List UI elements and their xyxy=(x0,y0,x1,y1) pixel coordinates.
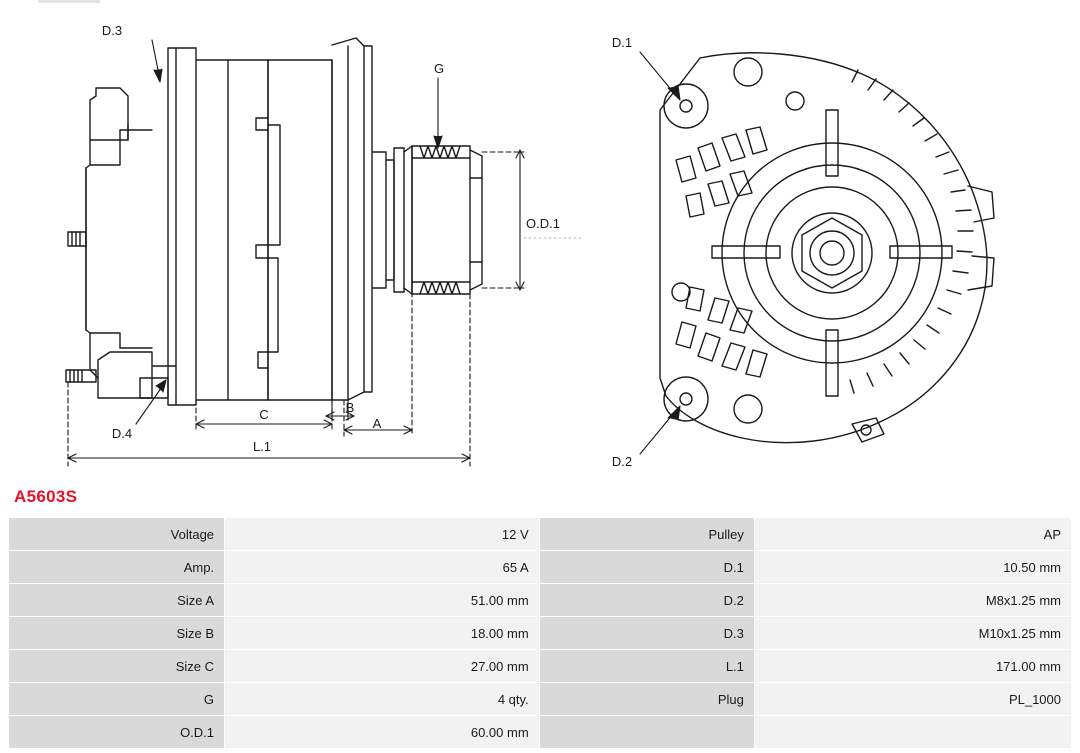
callout-d4: D.4 xyxy=(111,426,133,441)
spec-value-amp: 65 A xyxy=(225,551,540,584)
callout-d1: D.1 xyxy=(611,35,633,50)
callout-od1: O.D.1 xyxy=(526,216,560,231)
table-row xyxy=(9,617,1072,650)
spec-label-d3: D.3 xyxy=(539,617,754,650)
table-row xyxy=(9,650,1072,683)
spec-value-plug: PL_1000 xyxy=(754,683,1071,716)
spec-value-size-b: 18.00 mm xyxy=(225,617,540,650)
spec-value-od1: 60.00 mm xyxy=(225,716,540,749)
spec-label-voltage: Voltage xyxy=(9,518,225,551)
spec-label-size-b: Size B xyxy=(9,617,225,650)
spec-value-pulley: AP xyxy=(754,518,1071,551)
spec-label-empty xyxy=(539,716,754,749)
spec-label-plug: Plug xyxy=(539,683,754,716)
spec-label-g: G xyxy=(9,683,225,716)
callout-g: G xyxy=(433,61,445,76)
callout-d2: D.2 xyxy=(611,454,633,469)
spec-label-d2: D.2 xyxy=(539,584,754,617)
part-number: A5603S xyxy=(14,487,78,506)
table-row xyxy=(9,518,1072,551)
spec-value-d1: 10.50 mm xyxy=(754,551,1071,584)
table-row xyxy=(9,584,1072,617)
callout-b: B xyxy=(345,400,355,415)
spec-label-od1: O.D.1 xyxy=(9,716,225,749)
spec-value-d2: M8x1.25 mm xyxy=(754,584,1071,617)
specifications-table xyxy=(8,517,1072,749)
spec-value-g: 4 qty. xyxy=(225,683,540,716)
spec-label-d1: D.1 xyxy=(539,551,754,584)
callout-d3: D.3 xyxy=(101,23,123,38)
table-row xyxy=(9,716,1072,749)
spec-value-empty xyxy=(754,716,1071,749)
callout-l1: L.1 xyxy=(252,439,272,454)
table-row xyxy=(9,683,1072,716)
spec-value-voltage: 12 V xyxy=(225,518,540,551)
spec-label-l1: L.1 xyxy=(539,650,754,683)
spec-label-pulley: Pulley xyxy=(539,518,754,551)
spec-value-d3: M10x1.25 mm xyxy=(754,617,1071,650)
spec-label-size-a: Size A xyxy=(9,584,225,617)
spec-value-l1: 171.00 mm xyxy=(754,650,1071,683)
spec-label-size-c: Size C xyxy=(9,650,225,683)
table-row xyxy=(9,551,1072,584)
spec-value-size-a: 51.00 mm xyxy=(225,584,540,617)
callout-c: C xyxy=(259,407,269,422)
callout-a: A xyxy=(372,416,382,431)
spec-label-amp: Amp. xyxy=(9,551,225,584)
spec-value-size-c: 27.00 mm xyxy=(225,650,540,683)
